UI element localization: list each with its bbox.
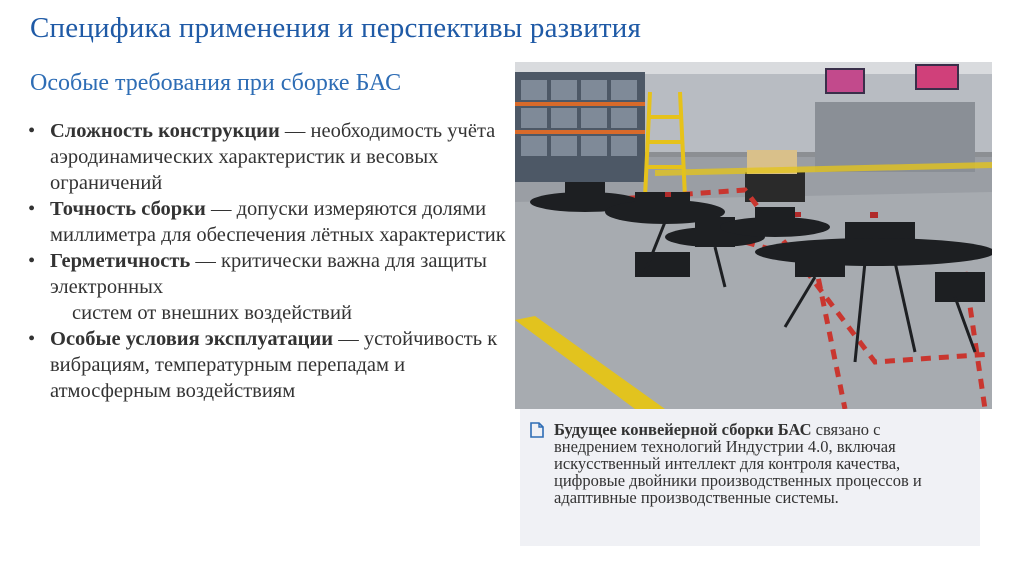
list-item — [26, 326, 506, 404]
drone-workshop-illustration — [515, 62, 992, 409]
slide-subtitle: Особые требования при сборке БАС — [30, 70, 402, 96]
note-text: связано с внедрением технологий Индустрии 4.0, включая искусственный интеллект для контроля качества, цифровые двойники производственных процессов и адаптивные производственные системы. — [554, 420, 922, 507]
drone-workshop-photo — [515, 62, 992, 409]
bullet-term: Точность сборки — [50, 198, 206, 220]
note-icon — [530, 422, 544, 438]
bullet-term: Сложность конструкции — [50, 120, 280, 142]
bullet-term: Особые условия эксплуатации — [50, 328, 334, 350]
slide-title: Специфика применения и перспективы развития — [30, 12, 642, 44]
list-item — [26, 248, 506, 326]
bullet-text: — допуски измеряются долями миллиметра для обеспечения лётных характеристик — [50, 198, 506, 246]
bullet-text: — устойчивость к вибрациям, температурным перепадам и атмосферным воздействиям — [50, 328, 498, 402]
bullet-term: Герметичность — [50, 250, 191, 272]
requirements-list — [26, 118, 506, 404]
list-item — [26, 196, 506, 248]
bullet-text: — критически важна для защиты электронных — [50, 250, 487, 298]
note-term: Будущее конвейерной сборки БАС — [554, 420, 812, 439]
bullet-text-continued: систем от внешних воздействий — [72, 302, 352, 324]
list-item — [26, 118, 506, 196]
bullet-text: — необходимость учёта аэродинамических характеристик и весовых ограничений — [50, 120, 496, 194]
future-note — [520, 409, 980, 546]
